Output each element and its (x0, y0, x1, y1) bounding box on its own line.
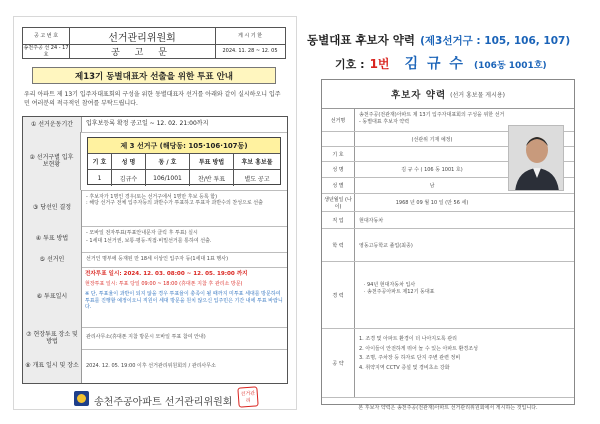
cell-number: 1 (88, 170, 112, 186)
row-label-onsite: ⑦ 현장투표 장소 및 방법 (23, 327, 82, 349)
row-label-vote-method: ④ 투표 방법 (23, 226, 82, 252)
notice-title (32, 67, 276, 84)
notice-no: 송천주공 선 24 - 17호 (23, 45, 69, 58)
cell-name: 김규수 (112, 170, 146, 186)
row-label-candidates: ② 선거구별 입후보현황 (23, 132, 81, 190)
row-label-campaign-period: ① 선거운동기간 (23, 117, 82, 132)
bio-header-district: (제3선거구 : 105, 106, 107) (420, 35, 571, 47)
row-label-voters: ⑤ 선거인 (23, 252, 82, 267)
period-value: 2024. 11. 28 ~ 12. 05 (222, 48, 278, 55)
col-header-number: 기 호 (88, 154, 112, 169)
bio-row-name: 성 명 김 규 수 ( 106 동 1001 호) (322, 162, 574, 178)
bio-row-education: 학 력 영동고등학교 졸업(최종) (322, 229, 574, 262)
row-value-onsite: 관리사무소(휴대폰 지참 방문시 모바일 투표 참여 안내) (86, 334, 206, 340)
bio-table (321, 79, 575, 411)
bio-header (307, 29, 589, 48)
career-item: · 94년 현대자동차 입사 (367, 282, 435, 289)
candidate-table-header (88, 153, 280, 169)
candidate-row (88, 169, 280, 186)
candidate-name: 김 규 수 (404, 56, 465, 72)
pledge-item: 3. 조명, 주차장 등 하자로 단지 주변 관련 정비 (359, 355, 461, 361)
row-label-winner: ③ 당선인 결정 (23, 190, 82, 226)
candidate-table (87, 137, 281, 185)
bio-row-job: 직 업 현대자동차 (322, 212, 574, 229)
bio-footer: 본 후보자 약력은 송천주공(전관재)아파트 선거관리위원회에서 게시하는 것입니다. (358, 404, 538, 411)
row-label-vote-time: ⑥ 투표일시 (23, 267, 82, 327)
col-header-vote-method: 투표 방법 (190, 154, 234, 169)
bio-header-title: 동별대표 후보자 약력 (307, 33, 415, 47)
left-notice-document (14, 17, 296, 409)
footer-org: 송천주공아파트 선거관리위원회 (94, 397, 233, 408)
bio-row-career: 경 력 · 94년 현대자동차 입사 · 송천주공아파트 제12기 동대표 (322, 262, 574, 329)
cell-unit: 106/1001 (146, 170, 190, 186)
bio-row-number: 기 호 (322, 147, 574, 162)
candidate-district: 제 3 선거구 (해당동: 105·106·107동) (88, 138, 280, 153)
notice-intro: 우리 아파트 제 13기 입주자대표회의 구성을 위한 동별대표자 선거를 아래와 같이 실시하오니 입주민 여러분의 적극적인 참여를 부탁드립니다. (24, 91, 281, 107)
pledge-item: 4. 취약지역 CCTV 증설 및 경비초소 강화 (359, 364, 450, 371)
candidate-heading (335, 53, 585, 73)
vote-time-note: ※ 단, 투표율이 과반이 되지 않을 경우 투표율이 충족이 될 때까지 미투표 세대를 방문하여 투표를 진행할 예정이오니 직원이 세대 방문을 원치 않으신 입주민은 기간 내에 투표 바랍니다. (85, 290, 283, 311)
onsite-vote-time: 현장투표 일시: 투표 당일 09:00 ~ 18:00 (휴대폰 지참 후 관리소 방문) (85, 281, 243, 288)
career-item: · 송천주공아파트 제12기 동대표 (367, 289, 435, 296)
bio-title: 후보자 약력 (390, 90, 447, 101)
committee-name: 선거관리위원회 (69, 28, 216, 45)
notice-meta-table (22, 27, 286, 59)
electronic-vote-time: 전자투표 일시: 2024. 12. 03. 08:00 ~ 12. 05. 19:00 까지 (85, 271, 248, 277)
candidate-photo (508, 125, 564, 191)
vote-method-line-2: - 1세대 1선거권, 보통·평등·직접·비밀선거를 통하여 선출. (86, 238, 212, 245)
committee-seal-stamp: 선거관리 (237, 386, 258, 407)
col-header-unit: 동 / 호 (146, 154, 190, 169)
col-header-name: 성 명 (112, 154, 146, 169)
right-bio-document (307, 17, 589, 409)
vote-method-line-1: - 모바일 전자투표(투표안내문자 클릭 후 투표) 실시 (86, 230, 198, 236)
cell-vote-method: 찬/반 투표 (190, 170, 234, 186)
row-value-voters: 선거인 명부에 등재된 만 18세 이상인 입주자 등(1세대 1표 행사) (86, 256, 229, 262)
committee-emblem (74, 391, 89, 406)
winner-line-1: - 후보자가 1명인 경우(또는 선거구에서 1명만 후보 등록 함) (86, 194, 218, 200)
row-value-counting: 2024. 12. 05. 19:00 이후 선거관리위원회의 / 관리사무소 (86, 363, 216, 369)
bio-row-birth: 생년월일 (나이) 1968 년 09 월 10 일 (만 56 세) (322, 194, 574, 212)
period-label: 게 시 기 한 (215, 28, 285, 45)
winner-line-2: : 해당 선거구 전체 입주자등의 과반수가 투표하고 투표자 과반수의 찬성으로 선출 (86, 200, 263, 207)
row-value-campaign-period: 입후보등록 확정 공고일 ~ 12. 02. 21:00까지 (86, 120, 209, 127)
pledge-item: 1. 조경 및 아파트 환경이 더 나아지도록 관리 (359, 336, 458, 342)
cell-promo: 별도 공고 (244, 175, 270, 183)
bio-row-pledges: 공 약 1. 조경 및 아파트 환경이 더 나아지도록 관리 2. 아이들이 안전하게 뛰어 놀 수 있는 아파트 환경조성 3. 조명, 주차장 등 하자로 단지 주변 관련 정비 4. 취약지역 CCTV 증설 및 경비초소 강화 (322, 329, 574, 398)
col-header-promo: 후보 홍보물 (241, 159, 273, 166)
notice-word: 공 고 문 (69, 44, 216, 59)
pledge-item: 2. 아이들이 안전하게 뛰어 놀 수 있는 아파트 환경조성 (359, 345, 478, 352)
bio-row-note: (선관위 기재 예정) (322, 132, 574, 147)
bio-row-gender: 성 별 남 (322, 178, 574, 194)
candidate-unit: (106동 1001호) (474, 61, 547, 71)
row-label-counting: ⑧ 개표 일시 및 장소 (23, 349, 82, 383)
bio-subtitle: (선거 홍보물 게시용) (450, 91, 506, 99)
number-label: 기호 : (335, 58, 365, 71)
notice-main-table (22, 116, 288, 384)
notice-title-text: 제13기 동별대표자 선출을 위한 투표 안내 (74, 71, 233, 82)
bio-row-election: 선거명 송천주공(전관재)아파트 제 13기 입주자대표회의 구성을 위한 선거 - 동별대표 후보자 약력 (322, 109, 574, 132)
candidate-number: 1번 (369, 57, 390, 71)
notice-no-label: 공 고 번 호 (23, 28, 70, 45)
